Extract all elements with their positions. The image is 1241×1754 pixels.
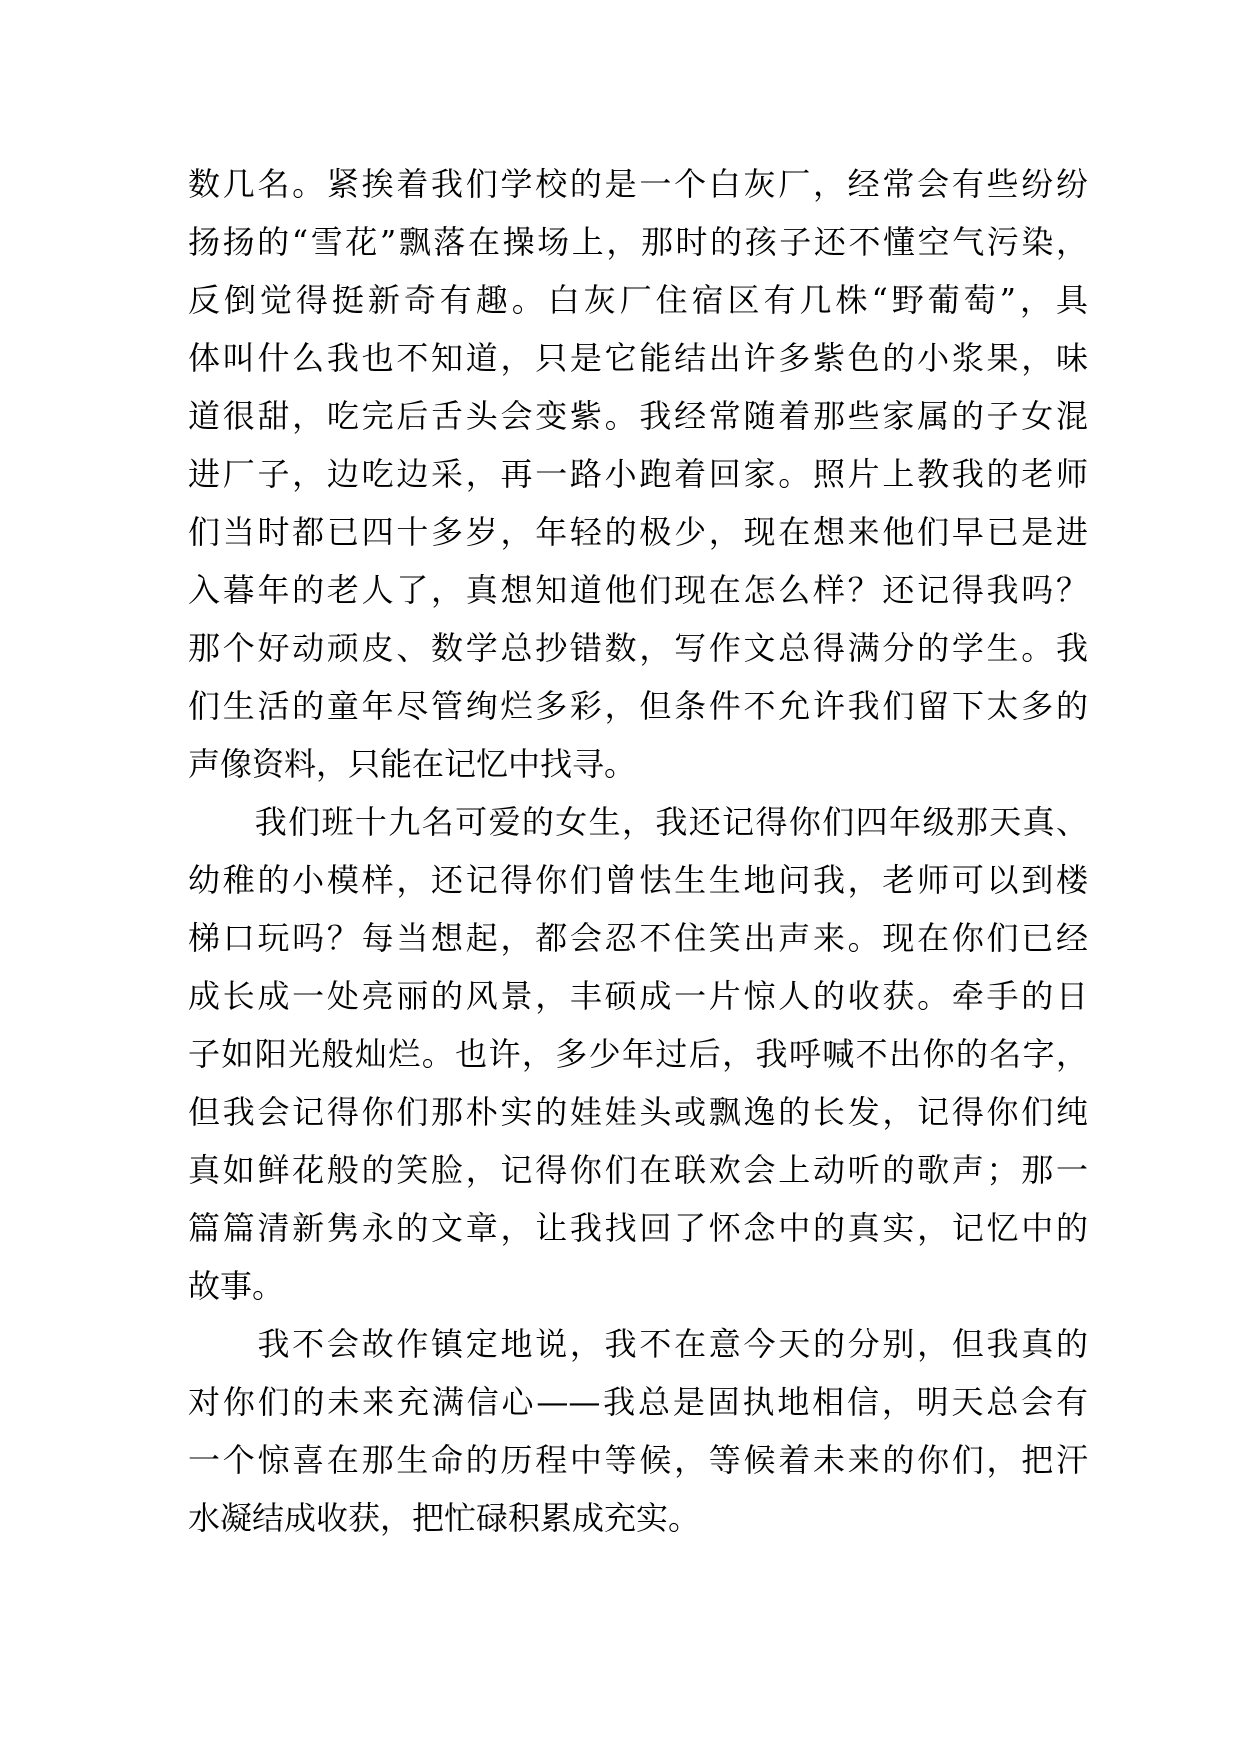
paragraph-3 xyxy=(188,1315,1088,1547)
text-line: 声像资料，只能在记忆中找寻。 xyxy=(188,745,637,783)
text-line: 那个好动顽皮、数学总抄错数，写作文总得满分的学生。我 xyxy=(188,629,1088,667)
text-line: 但我会记得你们那朴实的娃娃头或飘逸的长发，记得你们纯 xyxy=(188,1093,1088,1131)
text-line: 篇篇清新隽永的文章，让我找回了怀念中的真实，记忆中的 xyxy=(188,1209,1088,1247)
text-line: 们生活的童年尽管绚烂多彩，但条件不允许我们留下太多的 xyxy=(188,687,1088,725)
text-line: 反倒觉得挺新奇有趣。白灰厂住宿区有几株“野葡萄”，具 xyxy=(188,281,1088,319)
text-line: 入暮年的老人了，真想知道他们现在怎么样？还记得我吗？ xyxy=(188,571,1088,609)
text-line: 道很甜，吃完后舌头会变紫。我经常随着那些家属的子女混 xyxy=(188,397,1088,435)
text-line: 进厂子，边吃边采，再一路小跑着回家。照片上教我的老师 xyxy=(188,455,1088,493)
text-line: 一个惊喜在那生命的历程中等候，等候着未来的你们，把汗 xyxy=(188,1441,1088,1479)
text-line: 们当时都已四十多岁，年轻的极少，现在想来他们早已是进 xyxy=(188,513,1088,551)
text-line: 子如阳光般灿烂。也许，多少年过后，我呼喊不出你的名字， xyxy=(188,1035,1088,1073)
text-line: 水凝结成收获，把忙碌积累成充实。 xyxy=(188,1499,701,1537)
text-line: 真如鲜花般的笑脸，记得你们在联欢会上动听的歌声；那一 xyxy=(188,1151,1088,1189)
paragraph-2 xyxy=(188,793,1088,1315)
text-line: 我不会故作镇定地说，我不在意今天的分别，但我真的 xyxy=(188,1325,1088,1363)
text-line: 扬扬的“雪花”飘落在操场上，那时的孩子还不懂空气污染， xyxy=(188,223,1088,261)
text-line: 梯口玩吗？每当想起，都会忍不住笑出声来。现在你们已经 xyxy=(188,919,1088,957)
document-page xyxy=(188,155,1088,1547)
text-line: 对你们的未来充满信心——我总是固执地相信，明天总会有 xyxy=(188,1383,1088,1421)
text-line: 故事。 xyxy=(188,1267,285,1305)
text-line: 我们班十九名可爱的女生，我还记得你们四年级那天真、 xyxy=(188,803,1088,841)
paragraph-1 xyxy=(188,155,1088,793)
text-line: 数几名。紧挨着我们学校的是一个白灰厂，经常会有些纷纷 xyxy=(188,165,1088,203)
text-line: 体叫什么我也不知道，只是它能结出许多紫色的小浆果，味 xyxy=(188,339,1088,377)
text-line: 成长成一处亮丽的风景，丰硕成一片惊人的收获。牵手的日 xyxy=(188,977,1088,1015)
text-line: 幼稚的小模样，还记得你们曾怯生生地问我，老师可以到楼 xyxy=(188,861,1088,899)
